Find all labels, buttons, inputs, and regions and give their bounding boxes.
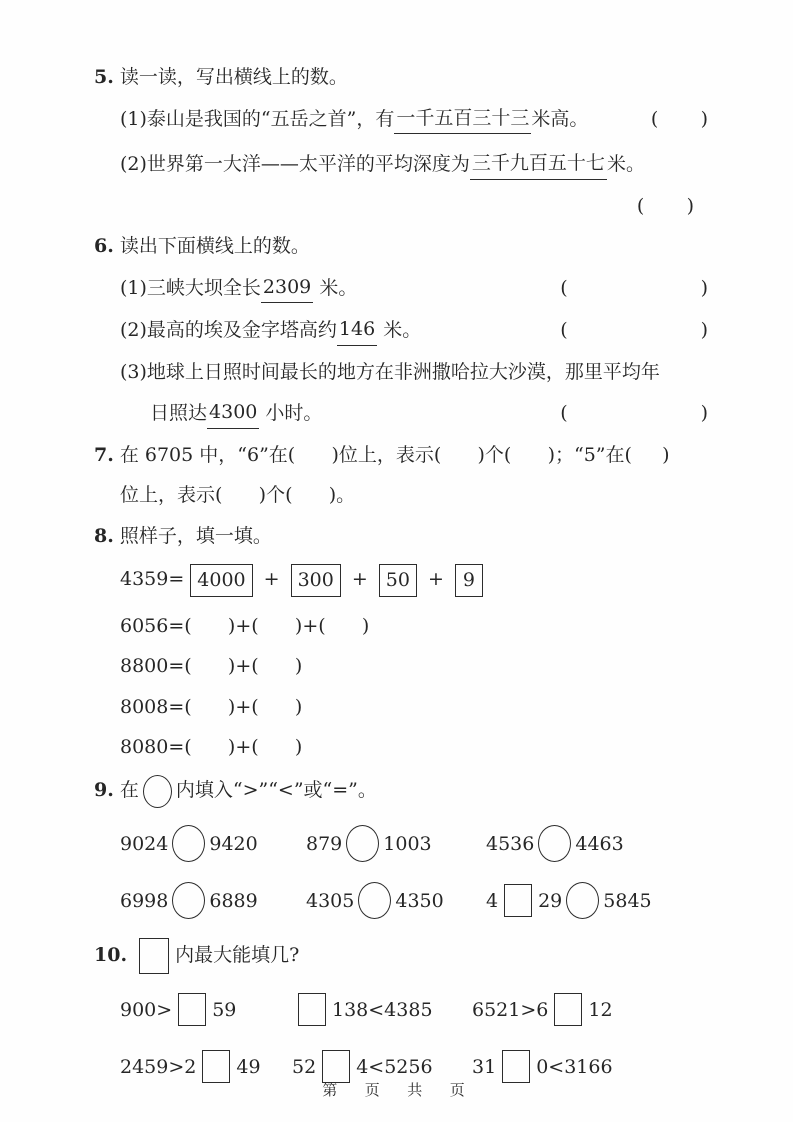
question-6-item-3-line-1 (94, 359, 708, 387)
q9-compare-cell (486, 825, 708, 862)
question-5-number: 5. (94, 66, 114, 88)
fill-box (298, 993, 326, 1026)
q10-row-1 (94, 990, 708, 1030)
q5-item2-underlined-number: 三千九百五十七 (470, 150, 607, 180)
q8-row-8800 (94, 653, 708, 681)
q10-inequality-cell (120, 993, 292, 1026)
q8-row-8080 (94, 734, 708, 762)
q10-post-text: 138<4385 (332, 998, 433, 1021)
fill-box (504, 884, 532, 917)
q9-right-number: 6889 (209, 889, 258, 912)
q5-item2-answer-blank-line (94, 193, 708, 221)
fill-box (178, 993, 206, 1026)
q6-item1-answer-blank: ( ) (560, 276, 708, 299)
q9-left-number: 879 (306, 832, 343, 855)
question-5-item-1 (94, 105, 708, 135)
q10-post-text: 4<5256 (356, 1055, 433, 1078)
q8-example-box-hundreds: 300 (291, 564, 341, 597)
q8-example-box-ones: 9 (455, 564, 483, 597)
q6-item2-answer-blank: ( ) (560, 319, 708, 342)
q9-compare-cell (306, 825, 486, 862)
question-5-title (94, 64, 708, 92)
question-7-line-1 (94, 442, 708, 470)
q9-row-1 (94, 824, 708, 864)
q9-special-digit-a: 4 (486, 889, 499, 912)
q6-item2-text-after: 米。 (377, 319, 422, 342)
q10-post-text: 49 (236, 1055, 261, 1078)
fill-box (554, 993, 582, 1026)
q10-pre-text: 31 (472, 1055, 497, 1078)
q9-right-number: 4350 (395, 889, 444, 912)
q8-row-8008 (94, 694, 708, 722)
q6-item1-underlined-number: 2309 (261, 274, 313, 304)
question-9-title (94, 775, 708, 808)
q10-inequality-cell (472, 993, 708, 1026)
q5-item2-answer-blank: ( ) (636, 194, 694, 217)
q10-pre-text: 2459>2 (120, 1055, 197, 1078)
worksheet-content (94, 64, 708, 1104)
q6-item3-text-line2: 日照达 (150, 402, 208, 425)
q9-right-number: 4463 (575, 832, 624, 855)
fill-box-icon (139, 938, 169, 974)
q9-left-number: 4305 (306, 889, 355, 912)
q9-compare-cell (120, 882, 306, 919)
q8-equation: 8008=( )+( ) (120, 695, 303, 718)
q8-example-lhs: 4359= (120, 568, 185, 591)
q8-equation: 8800=( )+( ) (120, 655, 303, 678)
page-footer: 第 页 共 页 (322, 1081, 471, 1099)
compare-circle (346, 825, 379, 862)
compare-circle (566, 882, 599, 919)
question-6-title (94, 233, 708, 261)
question-10-title (94, 938, 708, 974)
q9-title-post: 内填入“>”“<”或“=”。 (175, 779, 377, 802)
q10-pre-text: 900> (120, 998, 173, 1021)
q5-item1-text: (1)泰山是我国的“五岳之首”，有 (120, 107, 395, 130)
question-9-number: 9. (94, 779, 114, 802)
q6-item3-answer-blank: ( ) (560, 402, 708, 425)
q9-left-number: 6998 (120, 889, 169, 912)
q9-left-number: 4536 (486, 832, 535, 855)
q10-inequality-cell (292, 993, 472, 1026)
q10-title-text: 内最大能填几? (175, 943, 300, 966)
q9-title-pre: 在 (119, 779, 139, 802)
question-6-title-text: 读出下面横线上的数。 (119, 235, 310, 258)
question-7-number: 7. (94, 443, 114, 466)
q7-text-line2: 位上，表示( )个( )。 (120, 484, 356, 507)
plus-sign: + (263, 568, 280, 591)
q5-item1-underlined-number: 一千五百三十三 (394, 105, 531, 135)
question-7-line-2 (94, 482, 708, 510)
q5-item2-text-after: 米。 (606, 153, 645, 176)
compare-circle (172, 882, 205, 919)
q10-post-text: 59 (212, 998, 237, 1021)
q10-pre-text: 52 (292, 1055, 317, 1078)
q9-special-right-number: 5845 (603, 889, 652, 912)
plus-sign: + (351, 568, 368, 591)
q5-item2-text: (2)世界第一大洋——太平洋的平均深度为 (120, 153, 470, 176)
q8-example-box-tens: 50 (379, 564, 417, 597)
q8-equation: 8080=( )+( ) (120, 736, 303, 759)
question-6-number: 6. (94, 235, 114, 258)
q8-example-row (94, 564, 708, 597)
question-8-number: 8. (94, 525, 114, 548)
question-5-title-text: 读一读，写出横线上的数。 (119, 66, 348, 88)
q9-compare-cell (306, 882, 486, 919)
q6-item1-text: (1)三峡大坝全长 (120, 276, 261, 299)
q5-item1-text-after: 米高。 (531, 107, 589, 130)
q9-row-2 (94, 881, 708, 921)
q6-item1-text-after: 米。 (313, 276, 358, 299)
q6-item3-text-after: 小时。 (259, 402, 323, 425)
plus-sign: + (427, 568, 444, 591)
q8-equation: 6056=( )+( )+( ) (120, 614, 370, 637)
q9-right-number: 1003 (383, 832, 432, 855)
q9-special-digit-b: 29 (538, 889, 563, 912)
q9-compare-cell (120, 825, 306, 862)
q6-item2-underlined-number: 146 (337, 316, 377, 346)
compare-circle (172, 825, 205, 862)
compare-circle-icon (143, 775, 172, 808)
question-10-number: 10. (94, 943, 128, 966)
q6-item3-underlined-number: 4300 (207, 399, 259, 429)
q9-special-cell (486, 882, 708, 919)
q9-left-number: 9024 (120, 832, 169, 855)
q7-text-line1: 在 6705 中，“6”在( )位上，表示( )个( )；“5”在( ) (119, 443, 670, 466)
compare-circle (538, 825, 571, 862)
question-5-item-2 (94, 150, 708, 180)
q6-item3-text-line1: (3)地球上日照时间最长的地方在非洲撒哈拉大沙漠，那里平均年 (120, 360, 660, 383)
q10-pre-text: 6521>6 (472, 998, 549, 1021)
q9-right-number: 9420 (209, 832, 258, 855)
question-6-item-3-line-2 (94, 399, 708, 429)
question-8-title (94, 523, 708, 551)
q6-item2-text: (2)最高的埃及金字塔高约 (120, 319, 337, 342)
compare-circle (358, 882, 391, 919)
q10-post-text: 12 (588, 998, 613, 1021)
q5-item1-answer-blank: ( ) (650, 107, 708, 130)
question-6-item-1 (94, 274, 708, 304)
question-6-item-2 (94, 316, 708, 346)
question-8-title-text: 照样子，填一填。 (119, 525, 272, 548)
q10-post-text: 0<3166 (536, 1055, 613, 1078)
q8-row-6056 (94, 613, 708, 641)
q8-example-box-thousands: 4000 (190, 564, 252, 597)
